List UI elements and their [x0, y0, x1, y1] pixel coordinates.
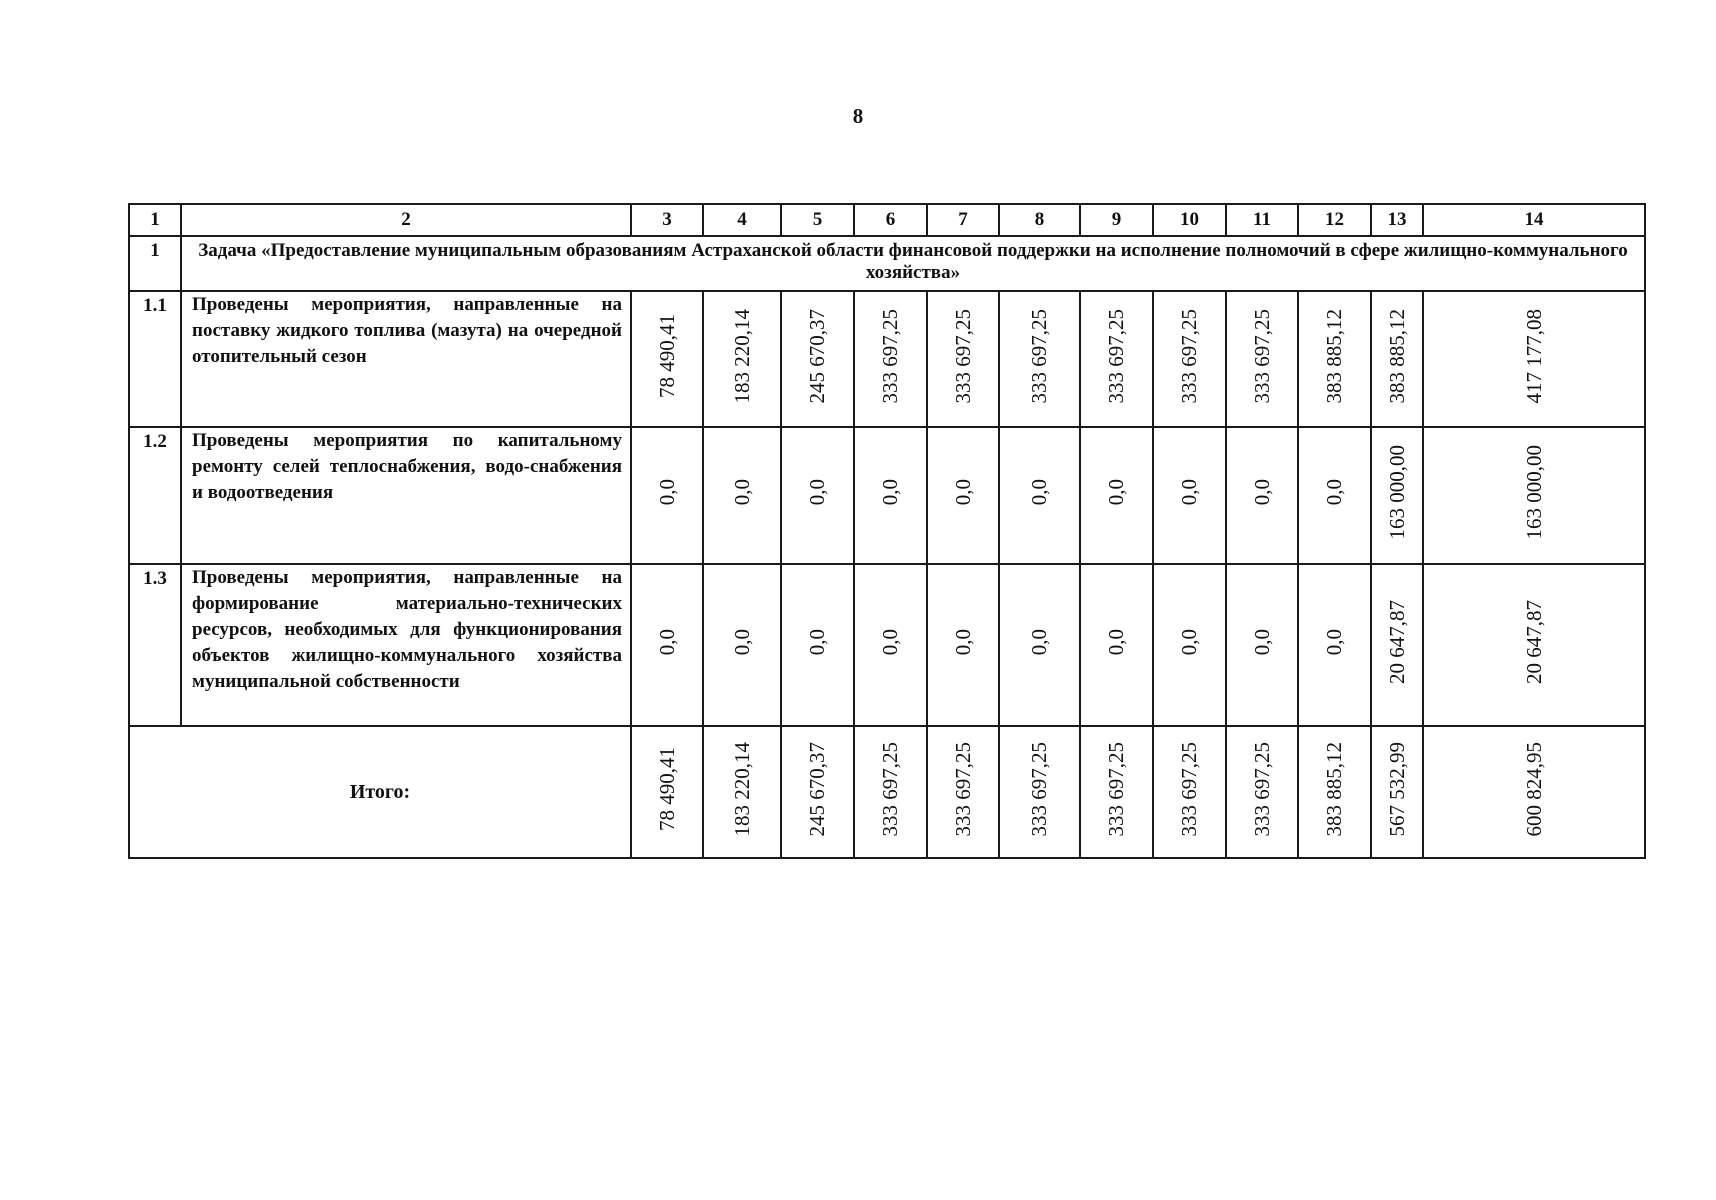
value-cell: 333 697,25: [1249, 308, 1274, 404]
total-value-cell: 333 697,25: [1249, 741, 1274, 837]
value-cell: 163 000,00: [1384, 445, 1409, 540]
row-description: Проведены мероприятия, направленные на поставку жидкого топлива (мазута) на очередной отопительный сезон: [181, 291, 631, 427]
value-cell: 0,0: [1249, 628, 1274, 656]
column-number: 10: [1153, 204, 1226, 236]
row-number: 1.1: [129, 291, 181, 427]
column-number: 1: [129, 204, 181, 236]
value-cell: 0,0: [1104, 479, 1128, 506]
value-cell: 0,0: [1322, 628, 1346, 656]
column-number: 13: [1371, 204, 1423, 236]
table-row: [129, 564, 1645, 726]
total-value-cell: 567 532,99: [1384, 741, 1409, 837]
value-cell: 0,0: [878, 628, 902, 656]
value-cell: 0,0: [1027, 628, 1051, 656]
column-number-row: [129, 204, 1645, 236]
value-cell: 0,0: [1104, 628, 1128, 656]
value-cell: 0,0: [805, 479, 829, 506]
row-description: Проведены мероприятия по капитальному ремонту селей теплоснабжения, водо-снабжения и водоотведения: [181, 427, 631, 564]
table-row: [129, 427, 1645, 564]
task-title: Задача «Предоставление муниципальным образованиям Астраханской области финансовой поддержки на исполнение полномочий в сфере жилищно-коммунального хозяйства»: [181, 236, 1645, 291]
row-number: 1.3: [129, 564, 181, 726]
column-number: 9: [1080, 204, 1153, 236]
value-cell: 383 885,12: [1322, 308, 1346, 404]
total-value-cell: 600 824,95: [1521, 741, 1546, 837]
budget-table: [128, 203, 1646, 859]
total-value-cell: 333 697,25: [1104, 741, 1128, 837]
column-number: 8: [999, 204, 1080, 236]
value-cell: 0,0: [1027, 479, 1051, 506]
value-cell: 0,0: [729, 479, 754, 506]
task-number: 1: [129, 236, 181, 291]
column-number: 11: [1226, 204, 1298, 236]
value-cell: 0,0: [729, 628, 754, 656]
total-value-cell: 245 670,37: [805, 741, 829, 837]
row-description: Проведены мероприятия, направленные на формирование материально-технических ресурсов, необходимых для функционирования объектов жилищно-коммунального хозяйства муниципальной собственности: [181, 564, 631, 726]
column-number: 4: [703, 204, 781, 236]
value-cell: 383 885,12: [1384, 308, 1409, 404]
value-cell: 0,0: [1322, 479, 1346, 506]
column-number: 6: [854, 204, 927, 236]
column-number: 3: [631, 204, 703, 236]
value-cell: 333 697,25: [1027, 308, 1051, 404]
total-value-cell: 333 697,25: [950, 741, 975, 837]
column-number: 14: [1423, 204, 1645, 236]
total-label: Итого:: [129, 726, 631, 858]
value-cell: 0,0: [805, 628, 829, 656]
value-cell: 245 670,37: [805, 308, 829, 404]
task-row: [129, 236, 1645, 291]
table-row: [129, 291, 1645, 427]
total-row: [129, 726, 1645, 858]
value-cell: 0,0: [950, 628, 975, 656]
value-cell: 0,0: [1177, 479, 1201, 506]
value-cell: 333 697,25: [1104, 308, 1128, 404]
value-cell: 183 220,14: [729, 308, 754, 404]
total-value-cell: 78 490,41: [654, 747, 679, 831]
column-number: 12: [1298, 204, 1371, 236]
column-number: 7: [927, 204, 999, 236]
total-value-cell: 333 697,25: [878, 741, 902, 837]
total-value-cell: 383 885,12: [1322, 741, 1346, 837]
value-cell: 0,0: [878, 479, 902, 506]
value-cell: 333 697,25: [950, 308, 975, 404]
value-cell: 163 000,00: [1521, 445, 1546, 540]
column-number: 2: [181, 204, 631, 236]
total-value-cell: 333 697,25: [1027, 741, 1051, 837]
value-cell: 0,0: [950, 479, 975, 506]
row-number: 1.2: [129, 427, 181, 564]
value-cell: 20 647,87: [1384, 600, 1409, 684]
value-cell: 333 697,25: [878, 308, 902, 404]
value-cell: 20 647,87: [1521, 600, 1546, 684]
page-number: 8: [852, 104, 864, 128]
value-cell: 78 490,41: [654, 314, 679, 398]
total-value-cell: 183 220,14: [729, 741, 754, 837]
value-cell: 0,0: [654, 479, 679, 506]
value-cell: 0,0: [1249, 479, 1274, 506]
value-cell: 417 177,08: [1521, 308, 1546, 404]
value-cell: 0,0: [654, 628, 679, 656]
column-number: 5: [781, 204, 854, 236]
value-cell: 333 697,25: [1177, 308, 1201, 404]
value-cell: 0,0: [1177, 628, 1201, 656]
total-value-cell: 333 697,25: [1177, 741, 1201, 837]
